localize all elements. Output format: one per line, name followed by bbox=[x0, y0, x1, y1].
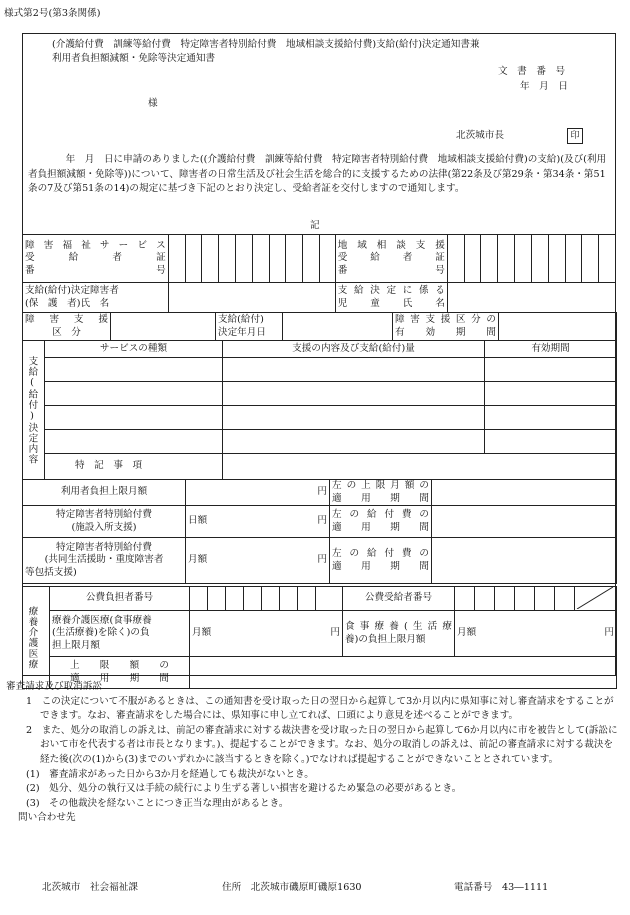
payer-digit-cell[interactable] bbox=[298, 587, 316, 611]
category-valid-period-label: 障害支援区分の 有 効 期 間 bbox=[393, 313, 499, 341]
group-benefit-valid-label: 左の給付費の 適 用 期 間 bbox=[330, 538, 432, 584]
contact-heading: 問い合わせ先 bbox=[18, 812, 76, 824]
medical-care-vertical-label: 療養介護医療 bbox=[23, 587, 50, 689]
meal-cap-amount-field[interactable] bbox=[455, 611, 617, 657]
contact-department: 北茨城市 社会福祉課 bbox=[42, 882, 138, 893]
decision-date-field[interactable] bbox=[283, 313, 393, 341]
cert-digit-cell[interactable] bbox=[185, 235, 202, 283]
decision-content-table bbox=[22, 340, 617, 480]
note-2-sub-2: (2) 処分、処分の執行又は手続の続行により生ずる著しい損害を避けるため緊急の必要があるとき。 bbox=[26, 783, 462, 795]
cert-digit-cell[interactable] bbox=[235, 235, 252, 283]
service-type-cell[interactable] bbox=[45, 430, 223, 454]
support-amount-cell[interactable] bbox=[223, 382, 485, 406]
form-number: 様式第2号(第3条関係) bbox=[4, 8, 101, 19]
strike-line bbox=[575, 587, 615, 609]
child-name-field[interactable] bbox=[447, 283, 615, 313]
body-paragraph: 年 月 日に申請のありました((介護給付費 訓練等給付費 特定障害者特別給付費 地域相談支援給付費)の支給)(及び(利用者負担額減額・免除等))について、障害者の日常生活及び社会生活を総合的に支援するための法律(第22条及び第29条・第34条・第51条の7及び第51条の14)の規定に基づき下記のとおり決定し、受給者証を交付しますので通知します。 bbox=[28, 154, 607, 194]
benefit-valid-field[interactable] bbox=[432, 506, 617, 538]
payer-digit-cell[interactable] bbox=[262, 587, 280, 611]
cert-digit-cell[interactable] bbox=[252, 235, 269, 283]
benefit-valid-label: 左の給付費の 適 用 期 間 bbox=[330, 506, 432, 538]
seal-mark: 印 bbox=[567, 128, 583, 144]
cert-digit-cell[interactable] bbox=[269, 235, 286, 283]
yen-unit: 円 bbox=[317, 554, 327, 566]
note-2-sub-3: (3) その他裁決を経ないことにつき正当な理由があるとき。 bbox=[26, 797, 289, 809]
notes-heading: 審査請求及び取消訴訟 bbox=[6, 681, 102, 692]
title-line-1: (介護給付費 訓練等給付費 特定障害者特別給付費 地域相談支援給付費)支給(給付)決定通知書兼 bbox=[52, 39, 480, 50]
decided-person-name-field[interactable] bbox=[168, 283, 335, 313]
column-service-type: サービスの種類 bbox=[45, 341, 223, 358]
contact-address: 住所 北茨城市磯原町磯原1630 bbox=[222, 882, 362, 893]
burden-cap-table bbox=[22, 479, 617, 584]
service-certificate-label: 障害福祉サービス 受 給 者 証 番 号 bbox=[23, 235, 169, 283]
recipient-digit-cell[interactable] bbox=[475, 587, 495, 611]
yen-unit: 円 bbox=[317, 486, 327, 498]
category-table bbox=[22, 312, 617, 341]
payer-digit-cell[interactable] bbox=[316, 587, 343, 611]
chiiki-digit-cell[interactable] bbox=[464, 235, 481, 283]
chiiki-digit-cell[interactable] bbox=[481, 235, 498, 283]
medical-cap-amount-field[interactable] bbox=[190, 611, 343, 657]
support-amount-cell[interactable] bbox=[223, 430, 485, 454]
monthly-label: 月額 bbox=[192, 627, 212, 639]
document-number-label: 文 書 番 号 bbox=[498, 66, 566, 77]
yen-unit: 円 bbox=[330, 627, 340, 639]
date-label: 年 月 日 bbox=[520, 81, 568, 92]
cert-digit-cell[interactable] bbox=[320, 235, 336, 283]
addressee-suffix: 様 bbox=[148, 98, 158, 109]
support-amount-cell[interactable] bbox=[223, 358, 485, 382]
cert-digit-cell[interactable] bbox=[286, 235, 303, 283]
chiiki-digit-cell[interactable] bbox=[531, 235, 548, 283]
support-category-label: 障 害 支 援 区 分 bbox=[23, 313, 111, 341]
payer-digit-cell[interactable] bbox=[208, 587, 226, 611]
contact-phone: 電話番号 43―1111 bbox=[454, 882, 549, 893]
user-cap-valid-label: 左の上限月額の 適 用 期 間 bbox=[330, 480, 432, 506]
chiiki-digit-cell[interactable] bbox=[515, 235, 532, 283]
valid-period-cell[interactable] bbox=[485, 382, 617, 406]
public-recipient-number-label: 公費受給者番号 bbox=[343, 587, 455, 611]
valid-period-cell[interactable] bbox=[485, 358, 617, 382]
child-name-label: 支給決定に係る 児 童 氏 名 bbox=[335, 283, 447, 313]
issuer-name: 北茨城市長 bbox=[456, 130, 504, 141]
special-benefit-facility-amount-field[interactable] bbox=[186, 506, 330, 538]
special-benefit-facility-label: 特定障害者特別給付費 (施設入所支援) bbox=[23, 506, 186, 538]
column-support-amount: 支援の内容及び支給(給付)量 bbox=[223, 341, 485, 358]
cert-digit-cell[interactable] bbox=[219, 235, 236, 283]
column-valid-period: 有効期間 bbox=[485, 341, 617, 358]
service-type-cell[interactable] bbox=[45, 406, 223, 430]
cert-digit-cell[interactable] bbox=[168, 235, 185, 283]
decision-content-vertical-label: 支給(給付)決定内容 bbox=[23, 341, 45, 480]
decided-person-label: 支給(給付)決定障害者 (保 護 者)氏 名 bbox=[23, 283, 169, 313]
yen-unit: 円 bbox=[604, 627, 614, 639]
user-cap-amount-field[interactable] bbox=[186, 480, 330, 506]
recipient-digit-cell[interactable] bbox=[555, 587, 575, 611]
note-2-sub-1: (1) 審査請求があった日から3か月を経過しても裁決がないとき。 bbox=[26, 768, 314, 780]
special-notes-field[interactable] bbox=[223, 454, 617, 480]
support-category-field[interactable] bbox=[111, 313, 216, 341]
cap-period-label: 上 限 額 の 適 用 期 間 bbox=[50, 657, 190, 689]
chiiki-digit-cell[interactable] bbox=[447, 235, 464, 283]
group-benefit-valid-field[interactable] bbox=[432, 538, 617, 584]
recipient-digit-cell-struck bbox=[575, 587, 617, 611]
monthly-label: 月額 bbox=[188, 554, 208, 566]
chiiki-digit-cell[interactable] bbox=[565, 235, 582, 283]
chiiki-digit-cell[interactable] bbox=[582, 235, 599, 283]
chiiki-digit-cell[interactable] bbox=[599, 235, 616, 283]
service-type-cell[interactable] bbox=[45, 382, 223, 406]
service-type-cell[interactable] bbox=[45, 358, 223, 382]
yen-unit: 円 bbox=[317, 515, 327, 527]
special-benefit-group-label: 特定障害者特別給付費 (共同生活援助・重度障害者 等包括支援) bbox=[23, 538, 186, 584]
daily-label: 日額 bbox=[188, 515, 208, 527]
payer-digit-cell[interactable] bbox=[190, 587, 208, 611]
payer-digit-cell[interactable] bbox=[244, 587, 262, 611]
meal-cap-label: 食事療養(生活療 養)の負担上限月額 bbox=[343, 611, 455, 657]
chiiki-digit-cell[interactable] bbox=[548, 235, 565, 283]
recipient-digit-cell[interactable] bbox=[535, 587, 555, 611]
recipient-info-table bbox=[22, 234, 616, 313]
user-cap-valid-field[interactable] bbox=[432, 480, 617, 506]
note-2: 2 また、処分の取消しの訴えは、前記の審査請求に対する裁決書を受け取った日の翌日から起算して6か月以内に市を被告として(訴訟において市を代表する者は市長となります。)、提起することができます。なお、処分の取消しの訴えは、前記の審査請求に対する裁決を経た後(次の(1)から(3)までのいずれかに該当するときを除く。)でなければ提起することができないこととされています。 bbox=[26, 724, 618, 765]
public-payer-number-label: 公費負担者番号 bbox=[50, 587, 190, 611]
decision-date-label: 支給(給付) 決定年月日 bbox=[216, 313, 283, 341]
recipient-digit-cell[interactable] bbox=[495, 587, 515, 611]
special-benefit-group-amount-field[interactable] bbox=[186, 538, 330, 584]
chiiki-certificate-label: 地域相談支援 受 給 者 証 番 号 bbox=[335, 235, 447, 283]
title-line-2: 利用者負担額減額・免除等決定通知書 bbox=[52, 53, 216, 64]
medical-care-table bbox=[22, 586, 617, 689]
payer-digit-cell[interactable] bbox=[280, 587, 298, 611]
appeal-notes bbox=[6, 680, 622, 826]
cert-digit-cell[interactable] bbox=[303, 235, 320, 283]
ki-mark: 記 bbox=[310, 220, 320, 231]
note-1: 1 この決定について不服があるときは、この通知書を受け取った日の翌日から起算して3か月以内に県知事に対し審査請求をすることができます。なお、審査請求をした場合には、県知事に申し立てれば、口頭により意見を述べることができます。 bbox=[26, 695, 614, 722]
monthly-label: 月額 bbox=[457, 627, 477, 639]
recipient-digit-cell[interactable] bbox=[515, 587, 535, 611]
support-amount-cell[interactable] bbox=[223, 406, 485, 430]
payer-digit-cell[interactable] bbox=[226, 587, 244, 611]
valid-period-cell[interactable] bbox=[485, 430, 617, 454]
medical-cap-label: 療養介護医療(食事療養 (生活療養)を除く)の負 担上限月額 bbox=[50, 611, 190, 657]
chiiki-digit-cell[interactable] bbox=[498, 235, 515, 283]
valid-period-cell[interactable] bbox=[485, 406, 617, 430]
recipient-digit-cell[interactable] bbox=[455, 587, 475, 611]
cert-digit-cell[interactable] bbox=[202, 235, 219, 283]
special-notes-label: 特 記 事 項 bbox=[45, 454, 223, 480]
user-cap-label: 利用者負担上限月額 bbox=[23, 480, 186, 506]
category-valid-period-field[interactable] bbox=[499, 313, 617, 341]
